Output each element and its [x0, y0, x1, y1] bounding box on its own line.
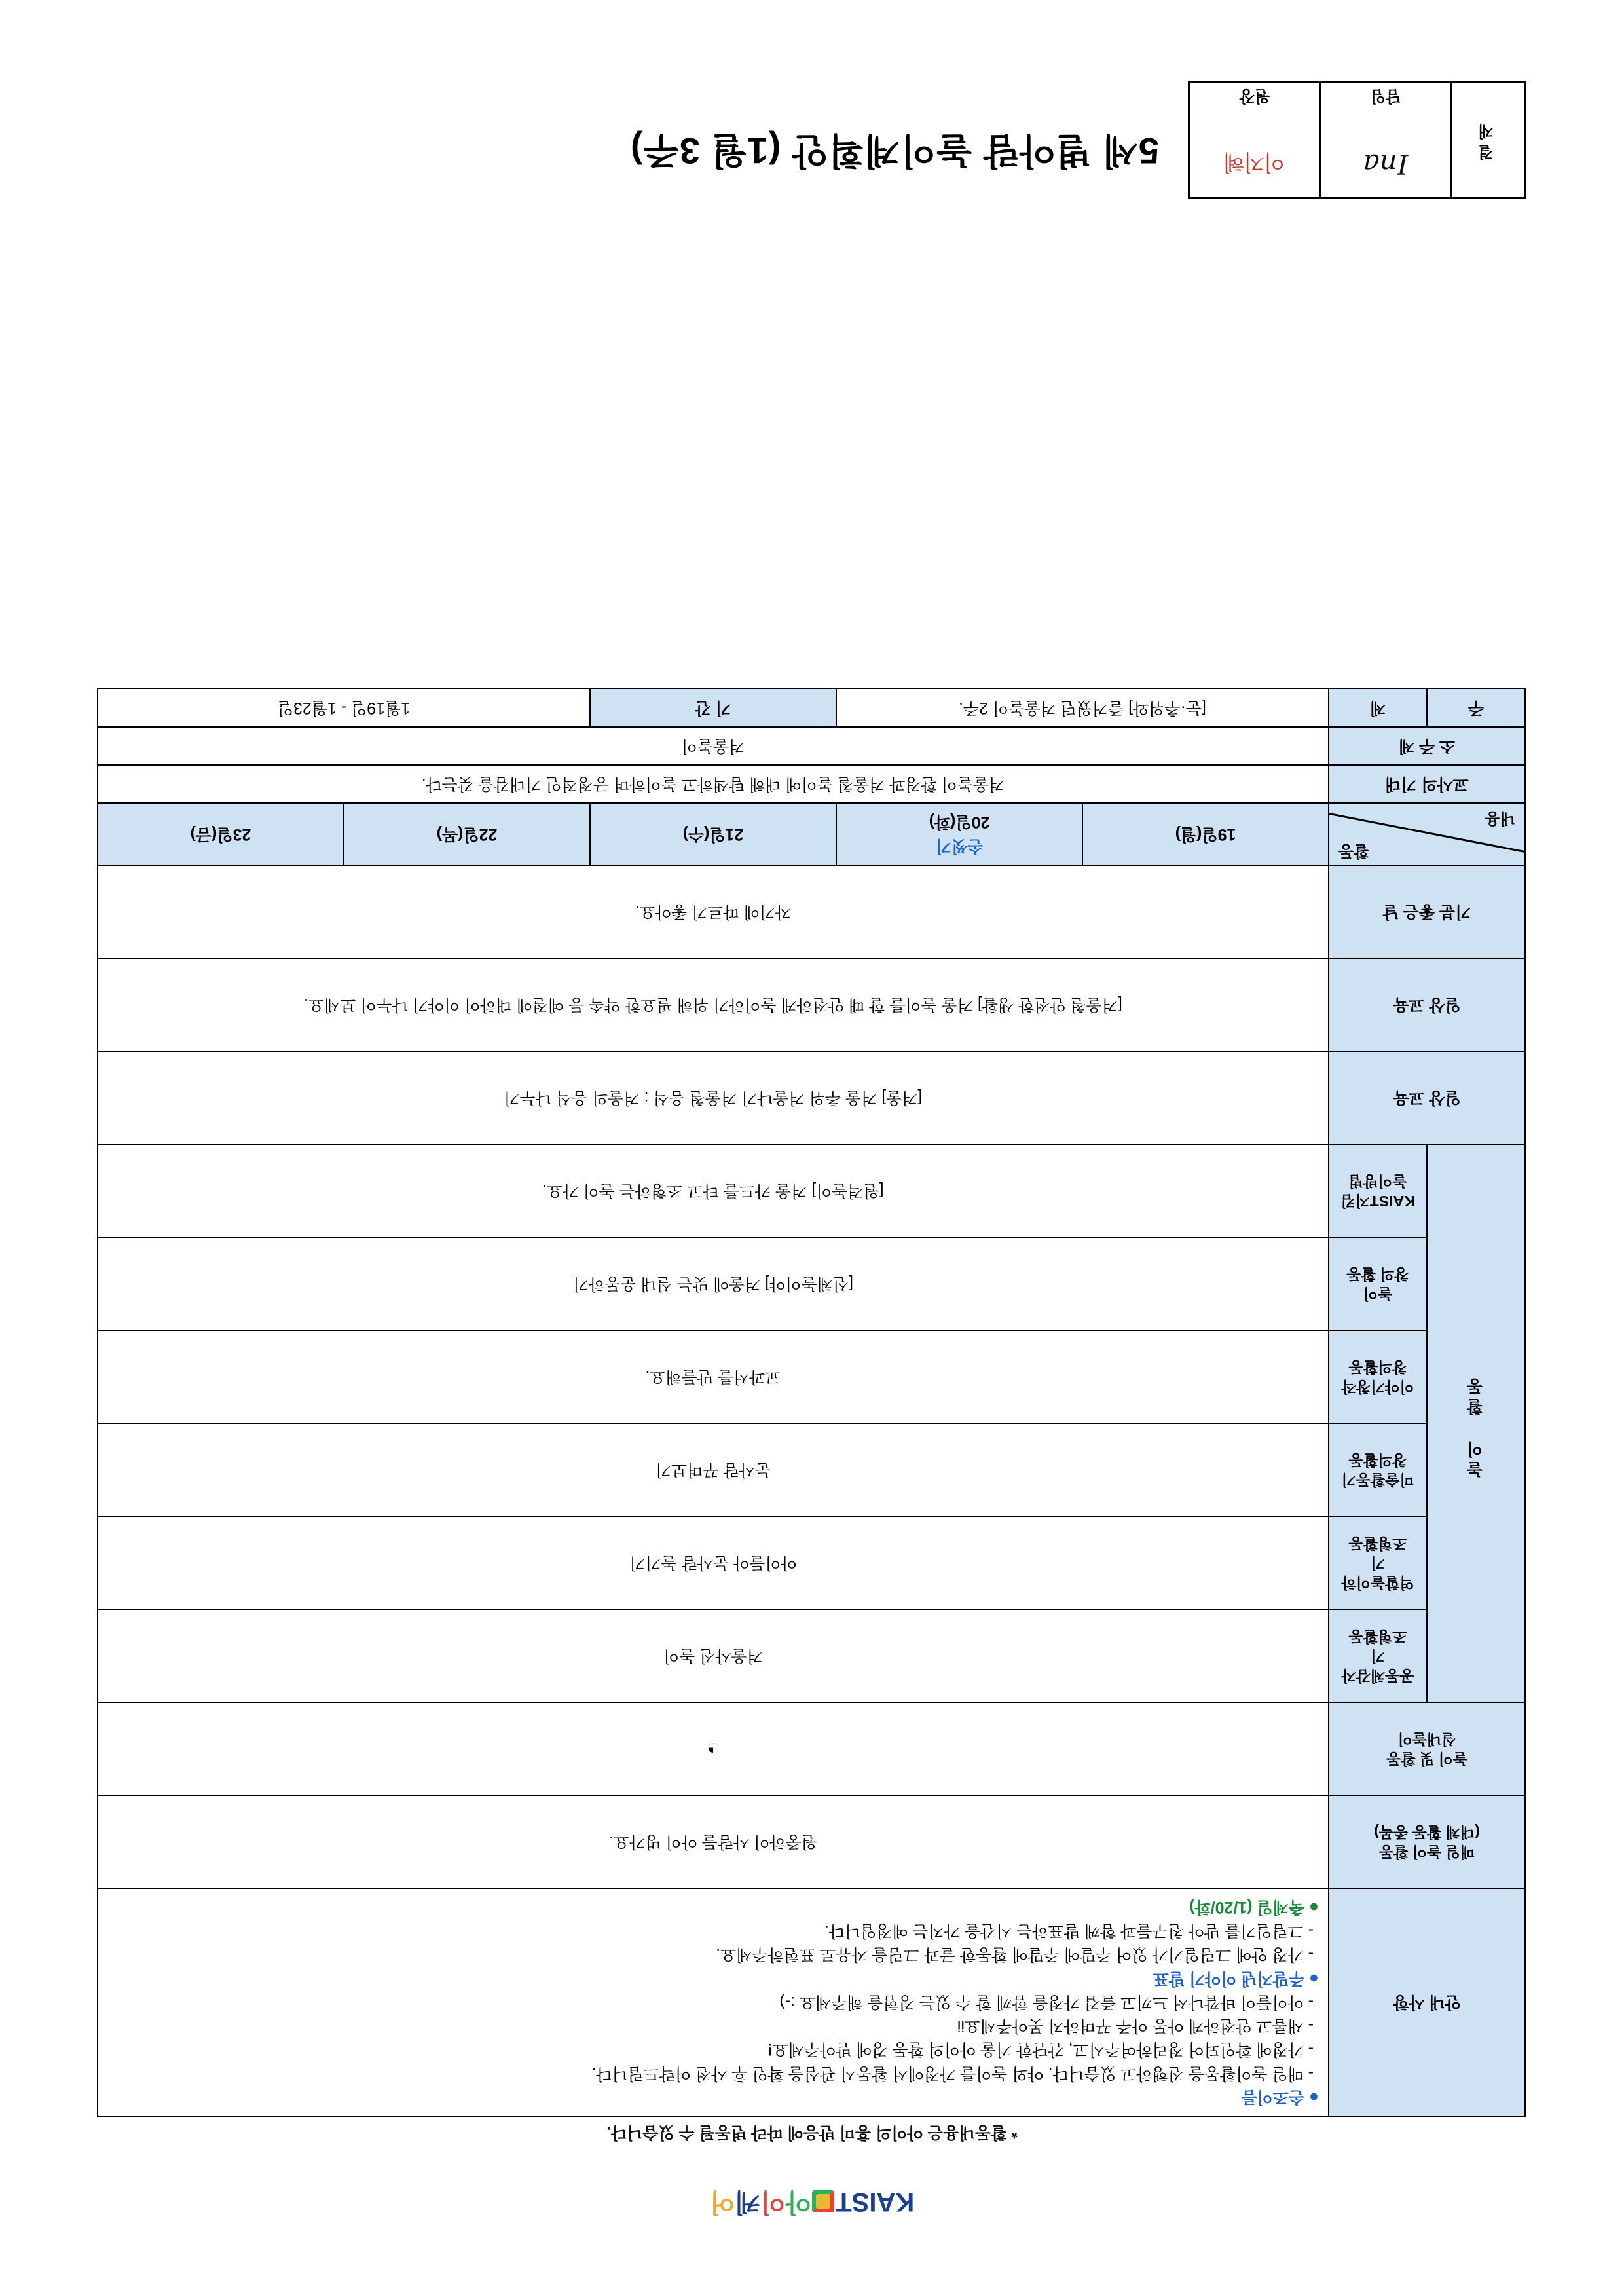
table-row-topic	[98, 727, 1525, 765]
table-row-daily-2	[98, 1051, 1525, 1144]
title-and-approval	[98, 75, 1526, 206]
play-value-2: 눈사람 꾸며보기	[98, 1423, 1329, 1516]
daily-label-2: 일상 교육	[1329, 1051, 1525, 1144]
notes-block-1	[107, 1919, 1319, 1990]
mood-label: 기분 좋은 날	[1329, 865, 1525, 958]
day-header-2: 21일(수)	[590, 803, 836, 865]
table-row-play-0	[98, 1609, 1525, 1702]
table-row-daily-1	[98, 958, 1525, 1051]
director-stamp: 이지혜	[1224, 149, 1285, 175]
goal-value: 겨울놀이 환경과 겨울철 놀이에 대해 탐색하고 놀이하며 긍정적인 기대감을 갖는다.	[98, 765, 1329, 803]
play-section-label: 놀이 활동	[1427, 1144, 1525, 1702]
play-value-4: [신체놀이야] 겨울에 맞는 실내 운동하기	[98, 1237, 1329, 1330]
daily-label-1: 일상 교육	[1329, 958, 1525, 1051]
notes-line: - 가정 안에 그림일기가 있어 주말에 주말에 활동한 글과 그림을 자유로 표현하주세요.	[716, 1945, 1314, 1964]
table-row-days-header	[98, 803, 1525, 865]
food-label	[1329, 1795, 1525, 1888]
topic-value: 겨울놀이	[98, 727, 1329, 765]
table-row-goal	[98, 765, 1525, 803]
daily-value-2: [겨울] 겨울 추위 겨울나기 겨울철 음식 : 겨울의 음식 나누기	[98, 1051, 1329, 1144]
days-corner-cell: 활동 내용	[1329, 803, 1525, 865]
approval-col-teacher	[1320, 83, 1450, 197]
teacher-signature: Ina	[1363, 148, 1409, 180]
table-row-outdoor	[98, 1702, 1525, 1795]
notes-content	[98, 1888, 1329, 2116]
week-label2: 제	[1329, 689, 1427, 727]
play-label-0: 공동체감자기 조형활동	[1329, 1609, 1427, 1702]
notes-line: - 가정에 확인되어 정리하여주시고, 간단한 겨울 아이의 활동 경에 받아주세요!	[767, 2040, 1314, 2059]
approval-col-director	[1190, 83, 1320, 197]
logo-box-icon	[812, 2190, 834, 2212]
play-value-0: 겨울사진 놀이	[98, 1609, 1329, 1702]
day-header-3: 22일(목)	[344, 803, 590, 865]
teacher-label: 담임	[1370, 87, 1401, 105]
director-label: 원장	[1239, 87, 1270, 105]
play-label-5: KAIST지킴 놀이방법	[1329, 1144, 1427, 1237]
day-header-0: 19일(월)	[1082, 803, 1329, 865]
notes-line: - 그림일기를 받아 친구들과 함께 발표하는 시간을 가지는 예정입니다.	[824, 1922, 1314, 1941]
period-label: 기 간	[590, 689, 836, 727]
approval-box	[1188, 81, 1526, 199]
approval-label: 결재	[1479, 119, 1497, 161]
notes-block-0	[107, 1990, 1319, 2109]
notes-block-2-title: ● 축제일 (1/20/화)	[1189, 1898, 1319, 1916]
outdoor-label-bottom: 실내놀이	[1397, 1730, 1456, 1748]
outdoor-label-top: 놀이 및 활동	[1386, 1750, 1467, 1768]
topic-label: 소 주 제	[1329, 727, 1525, 765]
food-label-top: 매일 놀이 활동	[1378, 1843, 1475, 1861]
week-label: 주	[1427, 689, 1525, 727]
notes-line: - 새롭고 안전하게 아동 아주 꾸며하지 못아주세요ii	[957, 2017, 1314, 2036]
period-value: 1월19일 - 1월23일	[98, 689, 590, 727]
table-row-food	[98, 1795, 1525, 1888]
table-row-play-1	[98, 1516, 1525, 1609]
outdoor-value: ◔	[98, 1702, 1329, 1795]
daily-value-1: [겨울철 안전한 생활] 겨울 놀이를 할 때 안전하게 놀이하기 위해 필요한 약속 등 예절에 대하여 이야기 나누어 보세요.	[98, 958, 1329, 1051]
notes-block-0-title: ● 손조이름	[1241, 2088, 1319, 2106]
play-label-4: 놀이 창의 활동	[1329, 1237, 1427, 1330]
table-row-play-4	[98, 1237, 1525, 1330]
play-value-3: 교과서를 만들해요.	[98, 1330, 1329, 1423]
play-label-1: 역할놀이하기 조형활동	[1329, 1516, 1427, 1609]
notes-line: - 아이들이 바깥나서 느끼고 즐겁 가정을 함께 할 수 있는 경험을 해주세요 :-)	[779, 1993, 1314, 2011]
mood-value: 자기에 따르기 좋아요.	[98, 865, 1329, 958]
notes-label: 안내 사항	[1329, 1888, 1525, 2116]
week-theme-value: [눈·추위와] 즐거웠던 겨울놀이 2주.	[836, 689, 1329, 727]
table-row-notes	[98, 1888, 1525, 2116]
play-label-3: 이야기창작 창의활동	[1329, 1330, 1427, 1423]
page-title: 5세 별아람 놀이계획안 (1월 3주)	[629, 130, 1159, 172]
day-header-4: 23일(금)	[98, 803, 344, 865]
table-row-play-2	[98, 1423, 1525, 1516]
top-note: * 활동내용은 아이의 흥미 반응에 따라 변동될 수 있습니다.	[606, 2123, 1018, 2142]
food-label-bottom: (대체 활동 종목)	[1374, 1823, 1480, 1841]
food-value: 원중하여 사람들 아이 명가요.	[98, 1795, 1329, 1888]
notes-block-1-title: ● 주말지낸 이야기 발표	[1153, 1969, 1319, 1988]
table-row-week	[98, 689, 1525, 727]
play-value-1: 아이들아 눈사람 놀기기	[98, 1516, 1329, 1609]
table-row-play-5	[98, 1144, 1525, 1237]
weekly-plan-table	[97, 688, 1526, 2118]
approval-col-label	[1450, 83, 1524, 197]
kaist-icare-logo: KAIST아이케어	[709, 2188, 915, 2216]
goal-label: 교사의 기대	[1329, 765, 1525, 803]
play-value-5: [원격놀이] 겨울 카드를 타고 조형하는 놀이 가요.	[98, 1144, 1329, 1237]
notes-block-2	[107, 1895, 1319, 1919]
notes-line: - 매일 놀이활동을 진행하고 있습니다. 야외 놀이를 가정에서 활동시 관심을 확인 후 사전 여락드립니다.	[591, 2064, 1314, 2083]
play-label-2: 미술활동기 창의활동	[1329, 1423, 1427, 1516]
outdoor-label	[1329, 1702, 1525, 1795]
day-header-1: 손씻기 20일(화)	[836, 803, 1082, 865]
table-row-play-3	[98, 1330, 1525, 1423]
table-row-mood	[98, 865, 1525, 958]
